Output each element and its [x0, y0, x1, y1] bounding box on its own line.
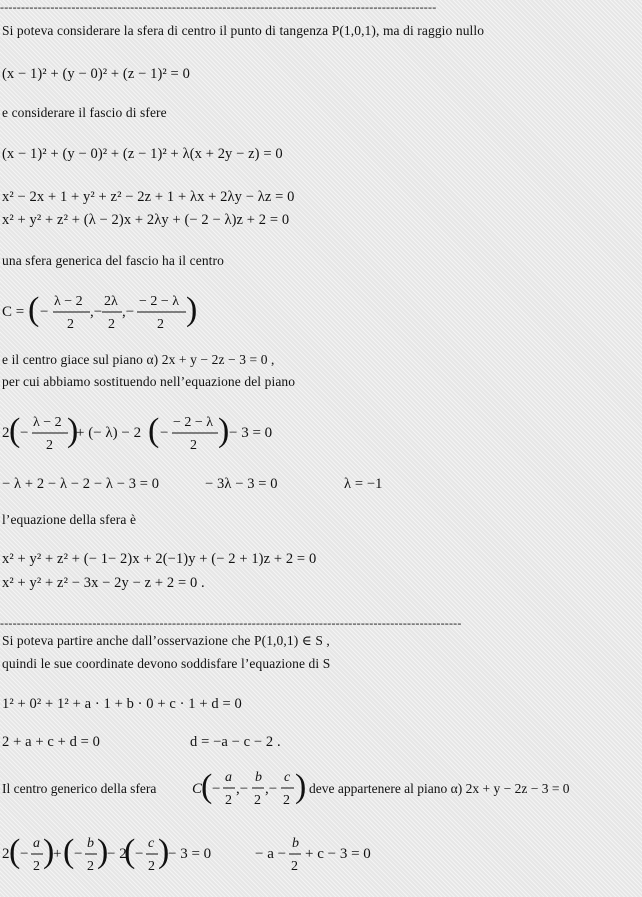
fraction-denominator: 2 — [87, 859, 94, 874]
paren-right: ) — [43, 833, 55, 870]
paragraph-sphere-equation: l’equazione della sfera è — [2, 512, 137, 527]
paren-right: ) — [218, 412, 230, 449]
fraction-denominator: 2 — [67, 317, 74, 332]
comma: ,− — [236, 781, 249, 797]
paren-left: ( — [201, 768, 213, 805]
paragraph-generic-center: una sfera generica del fascio ha il centro — [2, 253, 224, 268]
fraction-numerator: b — [292, 836, 299, 851]
paragraph-coordinates: quindi le sue coordinate devono soddisfare l’equazione di S — [2, 656, 331, 671]
equation-lambda-sum: − λ + 2 − λ − 2 − λ − 3 = 0 — [2, 476, 160, 492]
equation-d-solved: d = −a − c − 2 . — [190, 734, 281, 750]
fraction-numerator: b — [87, 836, 94, 851]
center-prefix: C = — [2, 304, 25, 320]
paren-right: ) — [295, 768, 307, 805]
paren-right: ) — [67, 412, 79, 449]
plus-sign: + — [53, 846, 62, 862]
result-left: − a − — [255, 846, 287, 862]
equation-generic-center — [0, 765, 642, 817]
minus-sign: − — [135, 846, 144, 862]
coefficient: 2 — [2, 846, 10, 862]
paragraph-sphere-pencil: e considerare il fascio di sfere — [2, 105, 167, 120]
coefficient: 2 — [2, 425, 10, 441]
minus-sign: − — [20, 425, 29, 441]
comma: ,− — [265, 781, 278, 797]
text-after: deve appartenere al piano α) 2x + y − 2z − 3 = 0 — [309, 781, 570, 796]
paren-left: ( — [124, 833, 136, 870]
equation-final — [0, 828, 642, 880]
ending-terms: − 3 = 0 — [168, 846, 212, 862]
fraction-numerator: b — [255, 770, 262, 785]
fraction-numerator: 2λ — [104, 294, 118, 309]
equation-sphere-final: x² + y² + z² − 3x − 2y − z + 2 = 0 . — [2, 575, 205, 591]
fraction-denominator: 2 — [108, 317, 115, 332]
equation-center-formula — [0, 288, 642, 340]
fraction-denominator: 2 — [291, 859, 298, 874]
paragraph-center-on-plane: e il centro giace sul piano α) 2x + y − 2z − 3 = 0 , — [2, 352, 275, 367]
equation-simplified: 2 + a + c + d = 0 — [2, 734, 101, 750]
minus-sign: − — [20, 846, 29, 862]
paragraph-alternative: Si poteva partire anche dall’osservazione che P(1,0,1) ∈ S , — [2, 633, 330, 648]
text-before: Il centro generico della sfera — [2, 781, 157, 796]
fraction-denominator: 2 — [46, 438, 53, 453]
fraction-numerator: λ − 2 — [54, 294, 83, 309]
equation-collected: x² + y² + z² + (λ − 2)x + 2λy + (− 2 − λ)z + 2 = 0 — [2, 212, 290, 228]
middle-terms: + (− λ) − 2 — [76, 425, 142, 441]
minus-sign: − — [160, 425, 169, 441]
fraction-numerator: a — [33, 836, 40, 851]
separator-line: -------------------------------------------------------------------------------------------------------------- — [0, 616, 462, 630]
fraction-denominator: 2 — [190, 438, 197, 453]
fraction-denominator: 2 — [33, 859, 40, 874]
fraction-numerator: − 2 − λ — [173, 415, 214, 430]
center-letter: C — [192, 781, 203, 797]
fraction-denominator: 2 — [157, 317, 164, 332]
equation-sphere-pencil: (x − 1)² + (y − 0)² + (z − 1)² + λ(x + 2y − z) = 0 — [2, 146, 283, 162]
fraction-denominator: 2 — [225, 793, 232, 808]
comma: ,− — [122, 304, 135, 320]
equation-substitution — [0, 407, 642, 459]
equation-zero-radius-sphere: (x − 1)² + (y − 0)² + (z − 1)² = 0 — [2, 66, 190, 82]
fraction-numerator: λ − 2 — [33, 415, 62, 430]
paragraph-tangent-sphere: Si poteva considerare la sfera di centro il punto di tangenza P(1,0,1), ma di raggio nullo — [2, 23, 485, 38]
equation-lambda-reduced: − 3λ − 3 = 0 — [205, 476, 278, 492]
comma: ,− — [90, 304, 103, 320]
ending-terms: − 3 = 0 — [229, 425, 273, 441]
equation-expanded: x² − 2x + 1 + y² + z² − 2z + 1 + λx + 2λy − λz = 0 — [2, 189, 295, 205]
equation-point-substitution: 1² + 0² + 1² + a · 1 + b · 0 + c · 1 + d = 0 — [2, 696, 242, 712]
fraction-numerator: a — [225, 770, 232, 785]
paren-right: ) — [158, 833, 170, 870]
result-right: + c − 3 = 0 — [305, 846, 371, 862]
paren-left: ( — [63, 833, 75, 870]
paren-left: ( — [148, 412, 160, 449]
paren-left: ( — [9, 833, 21, 870]
fraction-denominator: 2 — [254, 793, 261, 808]
equation-lambda-value: λ = −1 — [344, 476, 383, 492]
minus-sign: − — [212, 781, 221, 797]
equation-sphere-substituted: x² + y² + z² + (− 1− 2)x + 2(−1)y + (− 2 + 1)z + 2 = 0 — [2, 551, 317, 567]
minus-sign: − — [74, 846, 83, 862]
fraction-numerator: − 2 − λ — [139, 294, 180, 309]
fraction-numerator: c — [284, 770, 291, 785]
minus-sign: − — [40, 304, 49, 320]
separator-line: -------------------------------------------------------------------------------------------------------- — [0, 0, 437, 14]
paren-right: ) — [97, 833, 109, 870]
paren-right: ) — [186, 291, 198, 328]
fraction-denominator: 2 — [283, 793, 290, 808]
minus-two: − 2 — [107, 846, 127, 862]
paren-left: ( — [28, 291, 40, 328]
paren-left: ( — [9, 412, 21, 449]
paragraph-substitution: per cui abbiamo sostituendo nell’equazione del piano — [2, 374, 296, 389]
fraction-denominator: 2 — [148, 859, 155, 874]
fraction-numerator: c — [148, 836, 155, 851]
